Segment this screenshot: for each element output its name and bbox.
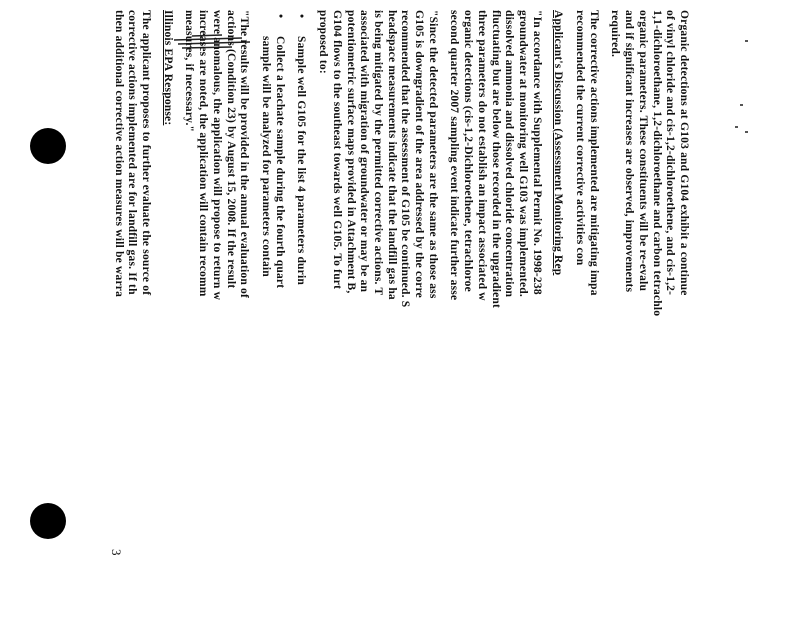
quote-detected-parameters (315, 10, 438, 610)
text-line: fluctuating but are below those recorded in the upgradient (489, 10, 502, 309)
bullet-dot-icon: • (295, 14, 308, 19)
text-line: groundwater at monitoring well G103 was implemented. (516, 10, 529, 297)
page-number: 3 (109, 549, 124, 556)
text-line: second quarter 2007 sampling event indicate further asse (448, 10, 461, 301)
scan-speck (745, 40, 748, 42)
text-line: Collect a leachate sample during the fourth quart (273, 36, 286, 289)
text-line: dissolved ammonia and dissolved chloride concentration (503, 10, 516, 298)
text-line: "In accordance with Supplemental Permit No. 1998-238 (530, 10, 543, 295)
text-line: The applicant proposes to further evaluate the source of (140, 10, 153, 296)
text-line: headspace measurements indicate that the landfill gas ha (385, 10, 398, 300)
text-line: three parameters do not establish an impact associated w (475, 10, 488, 301)
text-line: is being mitigated by the permitted corrective actions. T (371, 10, 384, 296)
text-line: of vinyl chloride and cis-1,2-dichloroethene, and cis-1,2- (664, 10, 677, 296)
text-line: measures, if necessary." (183, 10, 196, 133)
text-line: Sample well G105 for the list 4 parameters durin (295, 36, 308, 285)
text-line: then additional corrective action measures will be warra (112, 10, 125, 298)
text-line: and if significant increases are observed, improvements (623, 10, 636, 293)
text-line: G105 is downgradient of the area addressed by the corre (413, 10, 426, 298)
text-line: recommended that the assessment of G105 be continued. S (399, 10, 412, 308)
quote-supplemental-permit (447, 10, 543, 610)
paragraph-epa-response (111, 10, 152, 610)
paragraph-organic-detections (608, 10, 690, 610)
text-line: corrective actions implemented are for landfill gas. If th (126, 10, 139, 295)
text-line: required. (609, 10, 622, 58)
text-line: organic parameters. These constituents will be re-evalu (636, 10, 649, 292)
section-heading-illinois-epa-response: Illinois EPA Response: (161, 10, 174, 126)
section-heading-applicant-discussion: Applicant's Discussion (Assessment Monitoring Rep (552, 10, 565, 276)
bullet-dot-icon: • (273, 14, 286, 19)
scan-speck (745, 131, 748, 133)
text-line: organic detections (cis-1,2-Dichloroethene, tetrachloroe (462, 10, 475, 292)
text-line: increases are noted, the application will contain recomm (197, 10, 210, 297)
text-line: The corrective actions implemented are mitigating impa (587, 10, 600, 296)
quote-results (182, 10, 251, 610)
text-line: "The results will be provided in the annual evaluation of (238, 10, 251, 298)
text-line: proposed to: (317, 10, 330, 74)
text-line: associated with migration of groundwater or may be an (358, 10, 371, 293)
paragraph-corrective-actions (572, 10, 599, 610)
text-line: sample will be analyzed for parameters contain (260, 36, 273, 277)
punch-hole-bottom (30, 503, 66, 539)
rotated-text-block (112, 10, 690, 610)
text-line: were anomalous, the application will propose to return w (210, 10, 223, 301)
text-line: Organic detections at G103 and G104 exhibit a continue (678, 10, 690, 296)
bullet-item-leachate-sample (258, 10, 285, 610)
text-line: G104 flows to the southeast towards well G105. To furt (330, 10, 343, 290)
text-line: 1,1-dichloroethane, 1,2-dichloroethane and carbon tetrachlo (650, 10, 663, 317)
scan-speck (735, 126, 738, 128)
scan-speck (740, 104, 743, 106)
text-line: recommended the current corrective activities con (574, 10, 587, 266)
text-line: potentiometric surface maps provided in Attachment B, (344, 10, 357, 294)
text-line: actions (Condition 23) by August 15, 2008. If the result (224, 10, 237, 289)
bullet-item-sample-well (294, 10, 308, 610)
punch-hole-top (30, 128, 66, 164)
text-line: "Since the detected parameters are the same as those ass (426, 10, 439, 299)
